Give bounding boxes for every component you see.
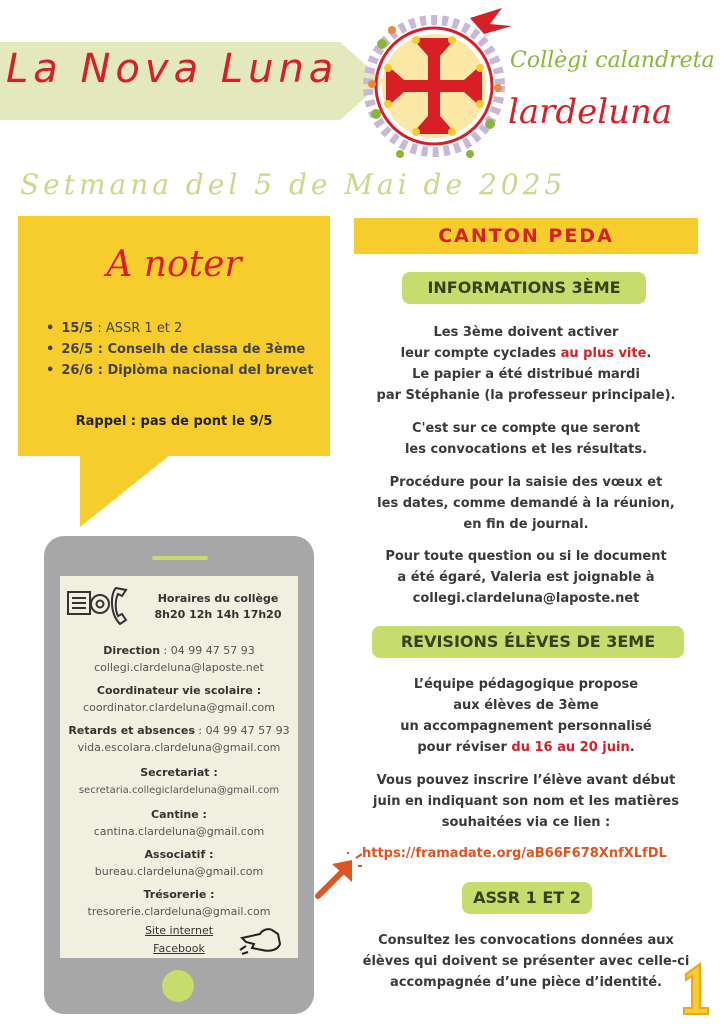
contact-secretariat: Secretariat : secretaria.collegiclardeluna@gmail.com	[78, 766, 280, 796]
contact-cantine: Cantine : cantina.clardeluna@gmail.com	[93, 808, 265, 838]
week-heading: Setmana del 5 de Mai de 2025	[20, 168, 567, 201]
revisions-paragraph-1: L’équipe pédagogique propose aux élèves de 3ème un accompagnement personnalisé pour réviser du 16 au 20 juin.	[400, 677, 652, 755]
list-item: • 26/6 : Diplòma nacional del brevet	[46, 360, 314, 381]
hours-title: Horaires du collège	[157, 592, 279, 605]
facebook-link[interactable]: Facebook	[153, 942, 205, 955]
newsletter-title: La Nova Luna	[6, 46, 339, 92]
hours-times: 8h20 12h 14h 17h20	[154, 608, 282, 621]
assr-paragraph: Consultez les convocations données aux élèves qui doivent se présenter avec celle-ci accompagnée d’une pièce d’identité.	[362, 933, 690, 990]
contact-associatif: Associatif : bureau.clardeluna@gmail.com	[94, 848, 264, 878]
email-phone-icon	[66, 584, 130, 628]
contact-coordinator: Coordinateur vie scolaire : coordinator.clardeluna@gmail.com	[83, 684, 275, 714]
phone-home-button	[162, 970, 194, 1002]
note-list	[46, 318, 314, 381]
note-title: A noter	[106, 244, 242, 285]
pointing-hand-icon	[238, 920, 284, 956]
info-paragraph-4: Pour toute question ou si le document a été égaré, Valeria est joignable à collegi.clardeluna@laposte.net	[385, 549, 667, 606]
contact-direction: Direction : 04 99 47 57 93 collegi.clardeluna@laposte.net	[94, 644, 264, 674]
framadate-link[interactable]: https://framadate.org/aB66F678XnfXLfDL	[362, 846, 667, 861]
info-paragraph-2: C'est sur ce compte que seront les convocations et les résultats.	[404, 421, 648, 457]
section-title: CANTON PEDA	[354, 218, 698, 254]
contact-tresorerie: Trésorerie : tresorerie.clardeluna@gmail.com	[87, 888, 271, 918]
phone-speaker	[152, 556, 208, 560]
college-name: lardeluna	[508, 92, 673, 132]
list-item: • 26/5 : Conselh de classa de 3ème	[46, 339, 314, 360]
note-panel	[18, 216, 330, 456]
list-item: • 15/5 : ASSR 1 et 2	[46, 318, 314, 339]
revisions-paragraph-2: Vous pouvez inscrire l’élève avant début juin en indiquant son nom et les matières souhaitées via ce lien :	[373, 773, 679, 830]
contact-absences: Retards et absences : 04 99 47 57 93 vida.escolara.clardeluna@gmail.com	[68, 724, 290, 754]
info-paragraph-3: Procédure pour la saisie des vœux et les dates, comme demandé à la réunion, en fin de journal.	[377, 475, 675, 532]
phone-frame	[44, 536, 314, 1014]
college-subtitle: Collègi calandreta	[510, 48, 715, 73]
number-one-icon	[676, 960, 714, 1016]
website-link[interactable]: Site internet	[144, 924, 214, 937]
phone-screen	[60, 576, 298, 958]
info-3eme-heading: INFORMATIONS 3ÈME	[402, 272, 646, 304]
occitan-cross-emblem-icon	[352, 4, 516, 164]
arrow-icon	[312, 852, 362, 902]
assr-heading: ASSR 1 ET 2	[462, 882, 592, 914]
info-paragraph-1: Les 3ème doivent activer leur compte cyclades au plus vite. Le papier a été distribué mardi par Stéphanie (la professeur principale).	[376, 325, 676, 403]
revisions-heading: REVISIONS ÉLÈVES DE 3EME	[372, 626, 684, 658]
note-reminder: Rappel : pas de pont le 9/5	[75, 414, 273, 429]
speech-bubble-tail	[80, 455, 170, 527]
